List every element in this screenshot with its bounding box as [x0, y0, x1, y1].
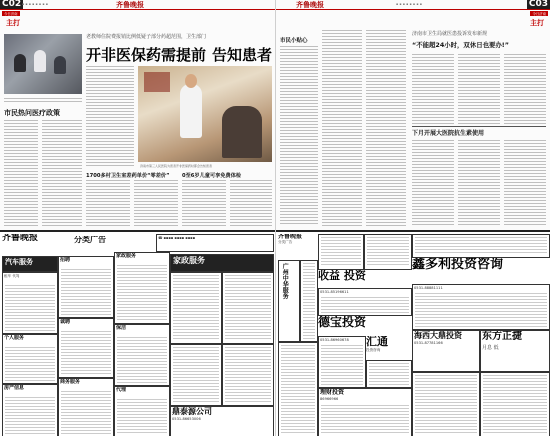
ad-dongfang: 东方正捷 月息 低 — [480, 330, 550, 372]
ad-block-r9 — [412, 372, 480, 436]
right-newspaper-page — [276, 0, 550, 436]
ad-masthead: 齐鲁晚报 — [2, 234, 72, 254]
ad-block-3: 房产信息 — [2, 384, 58, 436]
ad-block-9: 代理 — [114, 386, 170, 436]
classified-ads-right — [276, 230, 550, 436]
ad-block-r1 — [300, 260, 318, 342]
ad-block-4: 招聘 — [58, 256, 114, 318]
ad-haixi: 海西大鼎投资 0531-87781166 — [412, 330, 480, 372]
page-number: C03 — [528, 0, 548, 9]
ad-debao-invest: 德宝投资 — [318, 316, 410, 334]
ad-category-auto: 汽车服务 — [2, 256, 58, 272]
quote-kicker: 济南市卫生局就医患投诉发布新规 — [412, 31, 488, 37]
right-column-6 — [504, 54, 546, 124]
ad-vertical-banner: 广州中华服务 — [278, 260, 300, 342]
right-column-7 — [412, 140, 454, 226]
right-column-3 — [366, 30, 406, 226]
ad-xinduoli-body: 0531-88881111 — [412, 284, 550, 330]
ad-income-invest: 收益 投资 — [318, 270, 410, 288]
ad-block-11 — [222, 272, 274, 344]
section-tag: 今日济南 — [4, 12, 18, 16]
ad-block-r2 — [278, 342, 318, 436]
ad-block-1: 租车 代驾 — [2, 272, 58, 334]
ad-contact-banner: ☎ ▪▪▪▪ ▪▪▪▪ ▪▪▪▪ — [156, 234, 274, 252]
ad-xinduoli: 鑫多利投资咨询 — [412, 258, 548, 284]
ad-block-6: 商务服务 — [58, 378, 114, 436]
ad-block-r4 — [364, 234, 412, 270]
photo-caption-lines — [4, 98, 82, 104]
ad-block-8: 保洁 — [114, 324, 170, 386]
ad-block-7: 家政服务 — [114, 252, 170, 324]
masthead: 齐鲁晚报 — [296, 0, 324, 9]
ad-masthead: 齐鲁晚报 分类广告 — [278, 234, 316, 258]
ad-block-r5: 0531-86960678 — [318, 336, 366, 388]
brief-headline-2: 0至6岁儿童可享免费体检 — [182, 173, 242, 179]
ad-block-5: 诚聘 — [58, 318, 114, 378]
brief-column-4 — [230, 180, 272, 226]
section-label: 主打 — [6, 19, 20, 27]
right-column-4 — [412, 54, 454, 124]
ad-section-title: 分类广告 — [74, 236, 154, 250]
main-headline: 开非医保药需提前 — [86, 46, 207, 64]
side-column-a — [4, 120, 38, 226]
right-column-9 — [504, 140, 546, 226]
ad-block-r10 — [480, 372, 550, 436]
ad-income-invest-body: 0531-85196611 — [318, 288, 412, 316]
classified-ads-left — [0, 230, 275, 436]
header-date-line: ▪ ▪ ▪ ▪ ▪ ▪ ▪ ▪ — [396, 2, 422, 6]
ad-block-r6 — [366, 360, 412, 388]
ad-category-home: 家政服务 — [170, 254, 274, 272]
quote-headline: “不能超24小时，双休日也要办!” — [412, 41, 509, 49]
page-number: C02 — [2, 0, 22, 9]
ad-block-10 — [170, 272, 222, 344]
side-column-b — [42, 120, 82, 226]
ad-block-12 — [170, 344, 222, 406]
kicker: 老教师住院费报销比例低疑子部分药超范围，卫生部门 — [86, 34, 207, 40]
ad-block-r3 — [318, 234, 364, 270]
brief-column-2 — [134, 180, 178, 226]
ad-block-2: 个人服务 — [2, 334, 58, 384]
ad-block-r7: 理财投资 86966966 — [318, 388, 412, 436]
main-headline-right: 告知患者 — [212, 46, 273, 64]
right-column-5 — [458, 54, 500, 124]
article-column-1 — [86, 66, 134, 166]
ad-block-13 — [222, 344, 274, 406]
right-column-2 — [322, 30, 362, 226]
masthead: 齐鲁晚报 — [116, 0, 144, 9]
ad-huitong: 汇通 投资咨询 — [366, 336, 410, 358]
ad-block-r8 — [412, 234, 550, 258]
left-column-headline: 市民小贴心 — [280, 38, 308, 44]
header-date-line: ▪ ▪ ▪ ▪ ▪ ▪ ▪ ▪ — [22, 2, 48, 6]
right-left-column — [280, 46, 318, 226]
right-column-8 — [458, 140, 500, 226]
ad-block-14: 鼎泰源公司 0531-86653006 — [170, 406, 274, 436]
divider — [412, 126, 546, 127]
brief-headline-1: 1700多村卫生室差药单价“零差价” — [86, 173, 170, 179]
brief-column-3 — [182, 180, 226, 226]
photo-caption: 济南市第三人民医院为患者开非医保药时都会告知患者 — [140, 164, 213, 168]
lower-headline: 下月开展大医院抗生素使用 — [412, 130, 485, 137]
group-photo — [4, 34, 82, 94]
section-label: 主打 — [530, 19, 544, 27]
side-headline: 市民热问医疗政策 — [4, 109, 60, 117]
section-tag: 今日济南 — [532, 12, 546, 16]
brief-column-1 — [86, 180, 130, 226]
main-photo-doctor — [138, 66, 272, 162]
